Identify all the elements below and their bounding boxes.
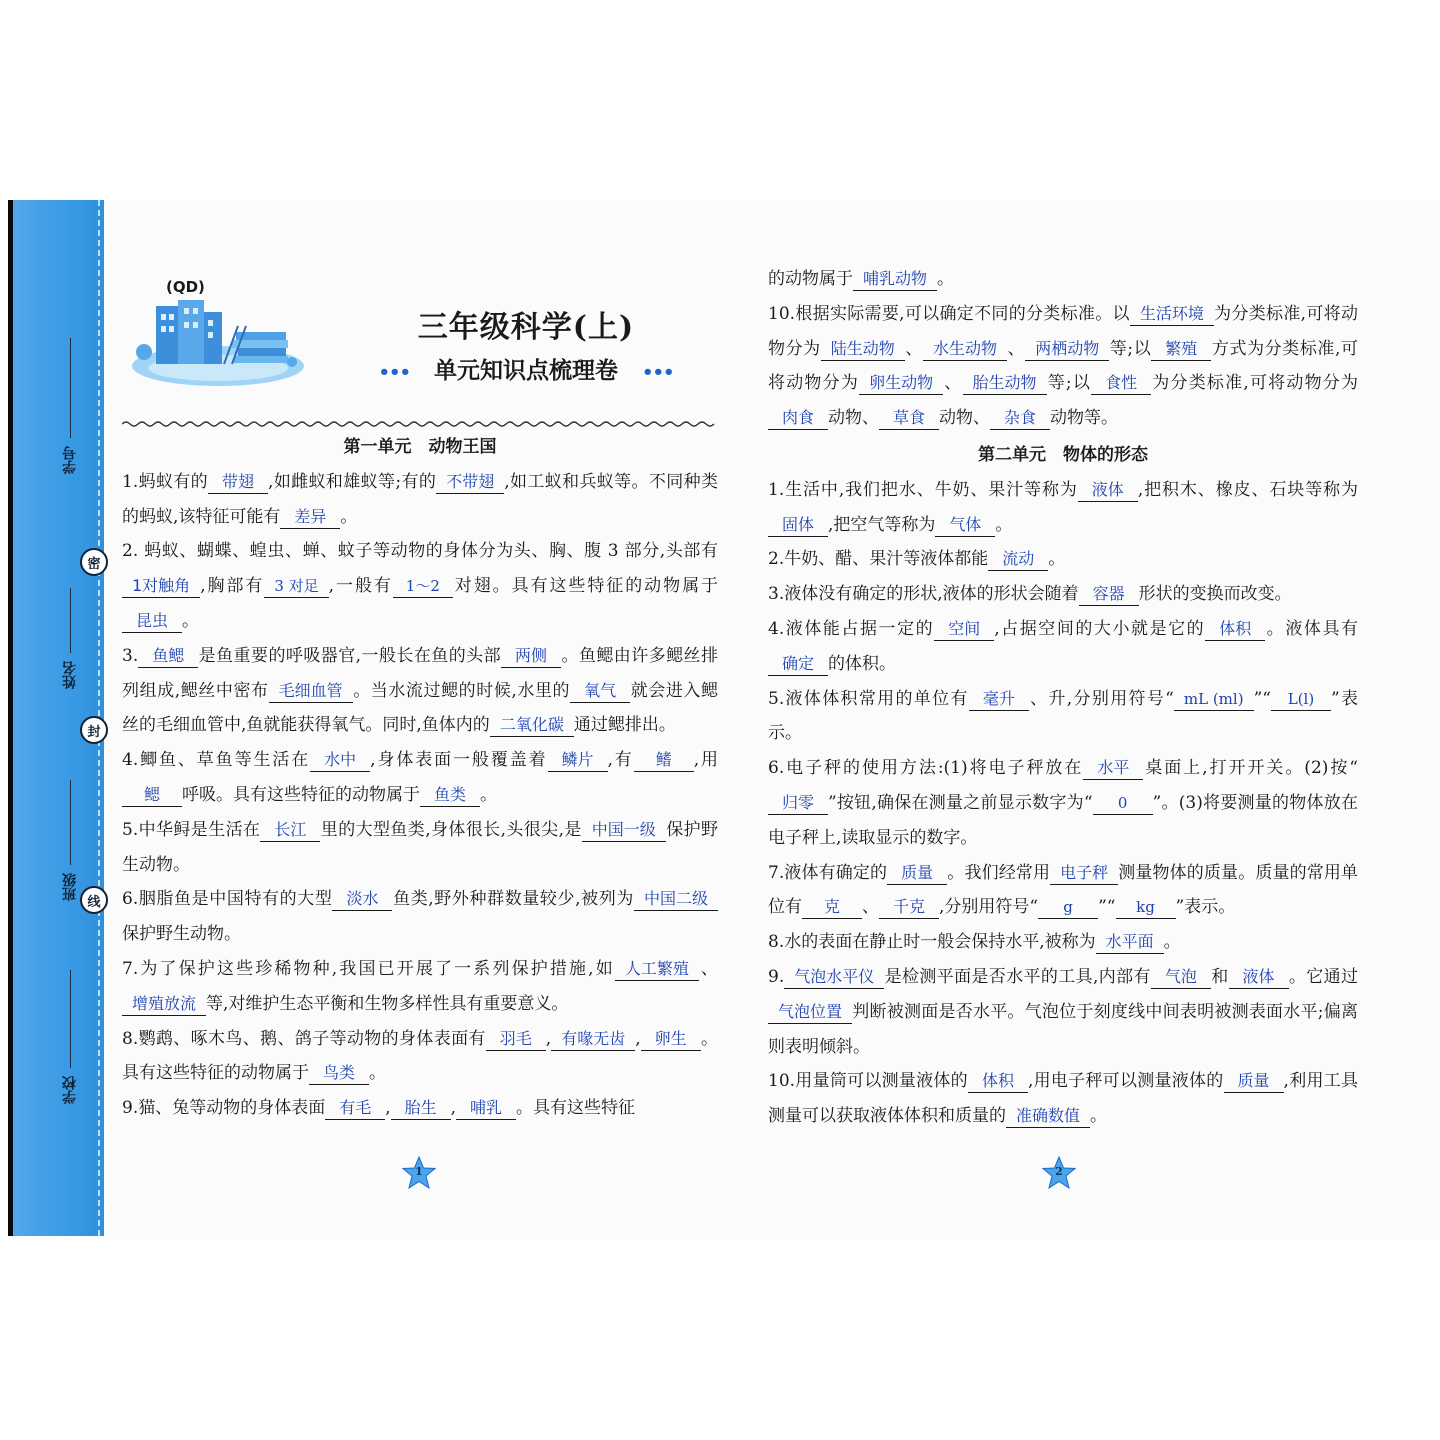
- text: 2.牛奶、醋、果汁等液体都能: [768, 549, 989, 570]
- answer-blank: 带翅: [208, 471, 268, 494]
- text: 动物、: [828, 408, 879, 429]
- text: ,有: [607, 750, 634, 771]
- student-id-line: [70, 338, 71, 438]
- answer-blank: 鸟类: [309, 1062, 369, 1085]
- text: 。具有这些特征: [516, 1098, 636, 1119]
- text: 测量物体的质量。质量的常用单位有: [768, 862, 1358, 918]
- text: 9.猫、兔等动物的身体表面: [122, 1098, 326, 1119]
- answer-blank: 鳞片: [548, 749, 608, 772]
- text: 、: [904, 338, 923, 359]
- answer-blank: 确定: [768, 653, 828, 676]
- answer-blank: 气体: [935, 514, 995, 537]
- text: 。鱼鳃由许多鳃丝排列组成,鳃丝中密布: [122, 645, 719, 701]
- answer-blank: 鳍: [634, 749, 694, 772]
- edition-label: (QD): [166, 278, 205, 296]
- dots-right: •••: [642, 362, 674, 383]
- text: 保护野生动物。: [122, 819, 718, 875]
- answer-blank: 卵生: [641, 1028, 701, 1051]
- text: 通过鳃排出。: [573, 715, 676, 736]
- binding-strip: [8, 200, 104, 1236]
- text: ,身体表面一般覆盖着: [370, 750, 548, 771]
- answer-blank: 3 对足: [264, 575, 328, 598]
- answer-blank: 气泡位置: [768, 1001, 852, 1024]
- text: 、: [1007, 338, 1026, 359]
- answer-blank: 两侧: [501, 645, 561, 668]
- answer-blank: 流动: [988, 548, 1048, 571]
- answer-blank: 气泡: [1151, 966, 1211, 989]
- answer-blank: 人工繁殖: [615, 958, 699, 981]
- text: 保护野生动物。: [122, 924, 241, 945]
- text: ,占据空间的大小就是它的: [994, 618, 1206, 639]
- student-id-label: 学号: [62, 446, 78, 474]
- text: 10.用量筒可以测量液体的: [768, 1071, 968, 1092]
- text: ”。(3)将要测量的物体放在电子秤上,读取显示的数字。: [768, 792, 1358, 848]
- text: ”“: [1098, 897, 1116, 918]
- answer-blank: kg: [1116, 896, 1176, 919]
- answer-blank: 水中: [310, 749, 370, 772]
- answer-blank: 水生动物: [923, 338, 1007, 361]
- text: 5.中华鲟是生活在: [122, 819, 261, 840]
- answer-blank: 水平面: [1096, 931, 1164, 954]
- u1-item-5: [122, 813, 718, 883]
- answer-blank: mL (ml): [1174, 688, 1254, 711]
- text: 5.液体体积常用的单位有: [768, 688, 969, 709]
- u2-item-4: [768, 612, 1358, 682]
- answer-blank: 鱼类: [420, 784, 480, 807]
- answer-blank: 有喙无齿: [551, 1028, 635, 1051]
- answer-blank: 毫升: [969, 688, 1029, 711]
- unit-1-title: 第一单元 动物王国: [343, 437, 497, 457]
- text: 10.根据实际需要,可以确定不同的分类标准。以: [768, 303, 1130, 324]
- text: 的体积。: [828, 653, 896, 674]
- text: 6.胭脂鱼是中国特有的大型: [122, 889, 333, 910]
- answer-blank: 昆虫: [122, 610, 182, 633]
- text: 、升,分别用符号“: [1028, 688, 1174, 709]
- text: 鱼类,野外种群数量较少,被列为: [392, 889, 634, 910]
- exam-spread: [8, 200, 1440, 1240]
- text: 。液体具有: [1265, 618, 1358, 639]
- u2-item-5: [768, 682, 1358, 752]
- school-label: 学校: [62, 1076, 78, 1104]
- u1-item-9-cont: [768, 262, 1358, 297]
- u1-item-2: [122, 534, 718, 638]
- answer-blank: 陆生动物: [821, 338, 905, 361]
- text: 4.液体能占据一定的: [768, 618, 935, 639]
- answer-blank: 准确数值: [1006, 1105, 1090, 1128]
- answer-blank: 鳃: [122, 784, 182, 807]
- name-field: [56, 588, 84, 689]
- text: 1.生活中,我们把水、牛奶、果汁等称为: [768, 479, 1078, 500]
- answer-blank: 中国二级: [634, 888, 718, 911]
- u2-item-9: [768, 960, 1358, 1064]
- text: ”“: [1253, 688, 1271, 709]
- answer-blank: 肉食: [768, 407, 828, 430]
- seal-feng: 封: [80, 716, 108, 744]
- text: 方式为分类标准,可将动物分为: [768, 338, 1359, 394]
- u2-item-10: [768, 1064, 1358, 1134]
- page-number-label: 2: [1055, 1165, 1063, 1178]
- text: 。: [1048, 549, 1066, 570]
- unit-1-content: [122, 430, 718, 1126]
- text: 为分类标准,可将动物分为: [768, 303, 1358, 359]
- text: ,利用工具测量可以获取液体体积和质量的: [768, 1071, 1358, 1127]
- answer-blank: 体积: [1205, 618, 1265, 641]
- answer-blank: 克: [802, 896, 862, 919]
- text: 3.液体没有确定的形状,液体的形状会随着: [768, 584, 1079, 605]
- page-1: [116, 200, 718, 1236]
- answer-blank: 毛细血管: [269, 680, 353, 703]
- answer-blank: 液体: [1078, 479, 1138, 502]
- subtitle-text: 单元知识点梳理卷: [434, 357, 618, 384]
- answer-blank: 固体: [768, 514, 828, 537]
- text: ”按钮,确保在测量之前显示数字为“: [828, 792, 1093, 813]
- text: 7.为了保护这些珍稀物种,我国已开展了一系列保护措施,如: [122, 958, 615, 979]
- text: 判断被测面是否水平。气泡位于刻度线中间表明被测表面水平;偏离则表明倾斜。: [768, 1001, 1358, 1057]
- text: 等,对维护生态平衡和生物多样性具有重要意义。: [206, 993, 569, 1014]
- answer-blank: 卵生动物: [859, 372, 943, 395]
- text: ,如雌蚁和雄蚁等;有的: [268, 471, 437, 492]
- page-title: 三年级科学(上): [417, 310, 635, 345]
- text: 。: [1090, 1106, 1108, 1127]
- answer-blank: 胎生动物: [963, 372, 1047, 395]
- answer-blank: 鱼鳃: [138, 645, 198, 668]
- u1-item-3: [122, 639, 718, 743]
- answer-blank: g: [1038, 896, 1098, 919]
- answer-blank: 羽毛: [486, 1028, 546, 1051]
- unit-2-title: 第二单元 物体的形态: [978, 444, 1148, 465]
- text: 。: [937, 269, 955, 289]
- answer-blank: 不带翅: [436, 471, 504, 494]
- text: 。它通过: [1288, 966, 1359, 987]
- answer-blank: 空间: [934, 618, 994, 641]
- u2-item-3: [768, 577, 1358, 612]
- answer-blank: 中国一级: [582, 819, 666, 842]
- answer-blank: 繁殖: [1151, 338, 1211, 361]
- class-label: 班级: [62, 873, 78, 901]
- page-2: [756, 200, 1360, 1236]
- text: 是检测平面是否水平的工具,内部有: [884, 966, 1151, 987]
- text: 等;以: [1109, 338, 1152, 359]
- u2-item-2: [768, 542, 1358, 577]
- seal-mi: 密: [80, 548, 108, 576]
- answer-blank: 杂食: [990, 407, 1050, 430]
- answer-blank: 电子秤: [1050, 862, 1118, 885]
- answer-blank: 食性: [1091, 372, 1151, 395]
- u1-item-7: [122, 952, 718, 1022]
- text: 3.: [122, 645, 139, 666]
- text: 就会进入鳃丝的毛细血管中,鱼就能获得氧气。同时,鱼体内的: [122, 680, 719, 736]
- page-number-1: [402, 1156, 436, 1190]
- text: ,: [545, 1028, 552, 1049]
- answer-blank: 1对触角: [122, 575, 200, 598]
- text: ,: [635, 1028, 641, 1049]
- text: 动物、: [939, 408, 990, 429]
- answer-blank: 液体: [1229, 966, 1289, 989]
- text: ,分别用符号“: [939, 897, 1039, 918]
- answer-blank: 质量: [887, 862, 947, 885]
- text: 等;以: [1046, 373, 1092, 394]
- answer-blank: 0: [1093, 792, 1153, 815]
- answer-blank: 胎生: [391, 1097, 451, 1120]
- answer-blank: 氧气: [570, 680, 630, 703]
- text: 动物等。: [1050, 408, 1118, 429]
- answer-blank: 有毛: [325, 1097, 385, 1120]
- text: 。: [340, 506, 358, 527]
- text: ”表示。: [768, 688, 1358, 744]
- u1-item-9: [122, 1091, 718, 1126]
- text: 。当水流过鳃的时候,水里的: [352, 680, 571, 701]
- school-building-illustration: [128, 296, 306, 388]
- text: 1.蚂蚁有的: [122, 471, 209, 492]
- text: ,如工蚁和兵蚁等。不同种类的蚂蚁,该特征可能有: [122, 471, 718, 527]
- text: ,把积木、橡皮、石块等称为: [1137, 479, 1359, 500]
- text: 的动物属于: [768, 269, 853, 289]
- text: 。我们经常用: [947, 862, 1051, 883]
- text: ,: [385, 1098, 391, 1119]
- answer-blank: 草食: [879, 407, 939, 430]
- page-subtitle: [356, 352, 696, 385]
- u2-item-7: [768, 856, 1358, 926]
- text: 和: [1210, 966, 1229, 987]
- answer-blank: 体积: [968, 1070, 1028, 1093]
- header: [116, 278, 718, 408]
- answer-blank: 水平: [1083, 757, 1143, 780]
- seal-xian: 线: [80, 886, 108, 914]
- page-number-label: 1: [415, 1165, 423, 1178]
- answer-blank: 两栖动物: [1025, 338, 1109, 361]
- u2-item-1: [768, 473, 1358, 543]
- text: 9.: [768, 966, 785, 987]
- text: 、: [943, 373, 963, 394]
- text: 是鱼重要的呼吸器官,一般长在鱼的头部: [198, 645, 502, 666]
- u1-item-1: [122, 465, 718, 535]
- text: ,把空气等称为: [828, 514, 936, 535]
- u2-item-6: [768, 751, 1358, 855]
- text: 呼吸。具有这些特征的动物属于: [182, 784, 420, 805]
- answer-blank: 容器: [1079, 583, 1139, 606]
- answer-blank: 二氧化碳: [490, 714, 574, 737]
- text: 。: [369, 1063, 386, 1084]
- u1-item-10: [768, 297, 1358, 436]
- answer-blank: 长江: [260, 819, 320, 842]
- page-number-2: [1042, 1156, 1076, 1190]
- student-id-field: [56, 338, 84, 474]
- text: ,: [450, 1098, 457, 1119]
- text: ,用: [693, 750, 719, 771]
- u1-item-8: [122, 1022, 718, 1092]
- u1-item-4: [122, 743, 718, 813]
- text: ,用电子秤可以测量液体的: [1027, 1071, 1224, 1092]
- strip-edge: [8, 200, 13, 1236]
- text: 对翅。具有这些特征的动物属于: [452, 576, 719, 597]
- text: 。: [1163, 932, 1181, 953]
- text: 。具有这些特征的动物属于: [122, 1028, 718, 1084]
- answer-blank: 差异: [280, 506, 340, 529]
- text: 、: [862, 897, 879, 918]
- answer-blank: 淡水: [332, 888, 392, 911]
- text: 桌面上,打开开关。(2)按“: [1143, 758, 1358, 779]
- page-2-content: [768, 262, 1358, 1134]
- text: ”表示。: [1175, 897, 1236, 918]
- answer-blank: 质量: [1224, 1070, 1284, 1093]
- dots-left: •••: [378, 362, 410, 383]
- answer-blank: 归零: [768, 792, 828, 815]
- name-label: 姓名: [62, 661, 78, 689]
- answer-blank: 气泡水平仪: [784, 966, 884, 989]
- class-line: [70, 780, 71, 865]
- text: 4.鲫鱼、草鱼等生活在: [122, 750, 311, 771]
- text: 2. 蚂蚁、蝴蝶、蝗虫、蝉、蚊子等动物的身体分为头、胸、腹 3 部分,头部有: [122, 541, 718, 562]
- answer-blank: 千克: [879, 896, 939, 919]
- answer-blank: 哺乳动物: [853, 268, 937, 291]
- text: 。: [995, 514, 1013, 535]
- text: 里的大型鱼类,身体很长,头很尖,是: [320, 819, 582, 840]
- wavy-divider: [122, 420, 716, 428]
- name-line: [70, 588, 71, 653]
- text: 8.鹦鹉、啄木鸟、鹅、鸽子等动物的身体表面有: [122, 1028, 486, 1049]
- answer-blank: 1～2: [393, 575, 453, 598]
- text: ,胸部有: [200, 576, 265, 597]
- school-field: [56, 970, 84, 1104]
- text: 。: [182, 610, 199, 631]
- text: 、: [698, 958, 719, 979]
- answer-blank: 增殖放流: [122, 993, 206, 1016]
- text: 8.水的表面在静止时一般会保持水平,被称为: [768, 932, 1096, 953]
- text: ,一般有: [328, 576, 393, 597]
- answer-blank: 生活环境: [1130, 303, 1214, 326]
- text: 7.液体有确定的: [768, 862, 888, 883]
- text: 。: [480, 784, 497, 805]
- class-field: [56, 780, 84, 901]
- answer-blank: 哺乳: [456, 1097, 516, 1120]
- answer-blank: L(l): [1271, 688, 1331, 711]
- u1-item-6: [122, 882, 718, 952]
- school-line: [70, 970, 71, 1068]
- u2-item-8: [768, 925, 1358, 960]
- text: 6.电子秤的使用方法:(1)将电子秤放在: [768, 758, 1084, 779]
- text: 形状的变换而改变。: [1138, 584, 1292, 605]
- text: 为分类标准,可将动物分为: [1151, 373, 1359, 394]
